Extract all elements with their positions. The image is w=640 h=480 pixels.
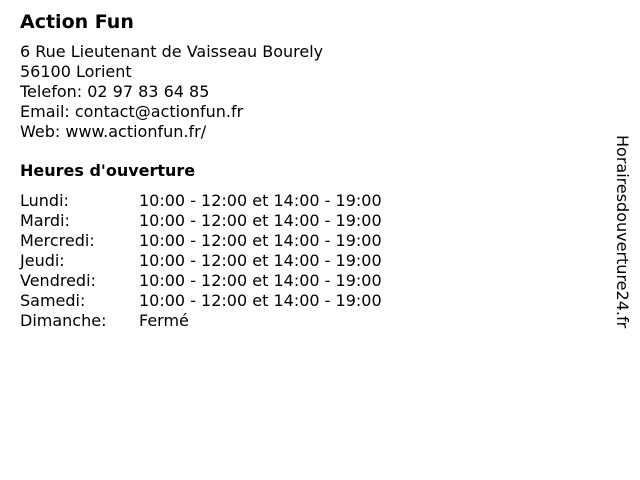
business-card [20, 10, 580, 331]
hours-row-friday [20, 271, 580, 291]
postal-city: 56100 Lorient [20, 62, 132, 81]
time-range: 10:00 - 12:00 et 14:00 - 19:00 [139, 191, 382, 210]
hours-row-monday [20, 191, 580, 211]
phone-line: Telefon: 02 97 83 64 85 [20, 82, 210, 101]
web-line: Web: www.actionfun.fr/ [20, 122, 207, 141]
day-label: Mardi: [20, 211, 70, 230]
time-range: 10:00 - 12:00 et 14:00 - 19:00 [139, 291, 382, 310]
hours-row-saturday [20, 291, 580, 311]
day-label: Samedi: [20, 291, 86, 310]
hours-row-tuesday [20, 211, 580, 231]
time-range: 10:00 - 12:00 et 14:00 - 19:00 [139, 251, 382, 270]
day-label: Jeudi: [20, 251, 65, 270]
time-range: 10:00 - 12:00 et 14:00 - 19:00 [139, 211, 382, 230]
hours-row-sunday [20, 311, 580, 331]
address-block [20, 42, 580, 142]
time-range: 10:00 - 12:00 et 14:00 - 19:00 [139, 231, 382, 250]
time-range: 10:00 - 12:00 et 14:00 - 19:00 [139, 271, 382, 290]
street-address: 6 Rue Lieutenant de Vaisseau Bourely [20, 42, 324, 61]
day-label: Mercredi: [20, 231, 95, 250]
day-label: Dimanche: [20, 311, 107, 330]
hours-row-wednesday [20, 231, 580, 251]
email-line: Email: contact@actionfun.fr [20, 102, 244, 121]
day-label: Lundi: [20, 191, 69, 210]
hours-heading: Heures d'ouverture [20, 161, 196, 180]
time-range: Fermé [139, 311, 189, 330]
hours-table [20, 191, 580, 331]
site-watermark: Horairesdouverture24.fr [613, 135, 632, 329]
business-name: Action Fun [20, 11, 134, 33]
day-label: Vendredi: [20, 271, 96, 290]
hours-row-thursday [20, 251, 580, 271]
